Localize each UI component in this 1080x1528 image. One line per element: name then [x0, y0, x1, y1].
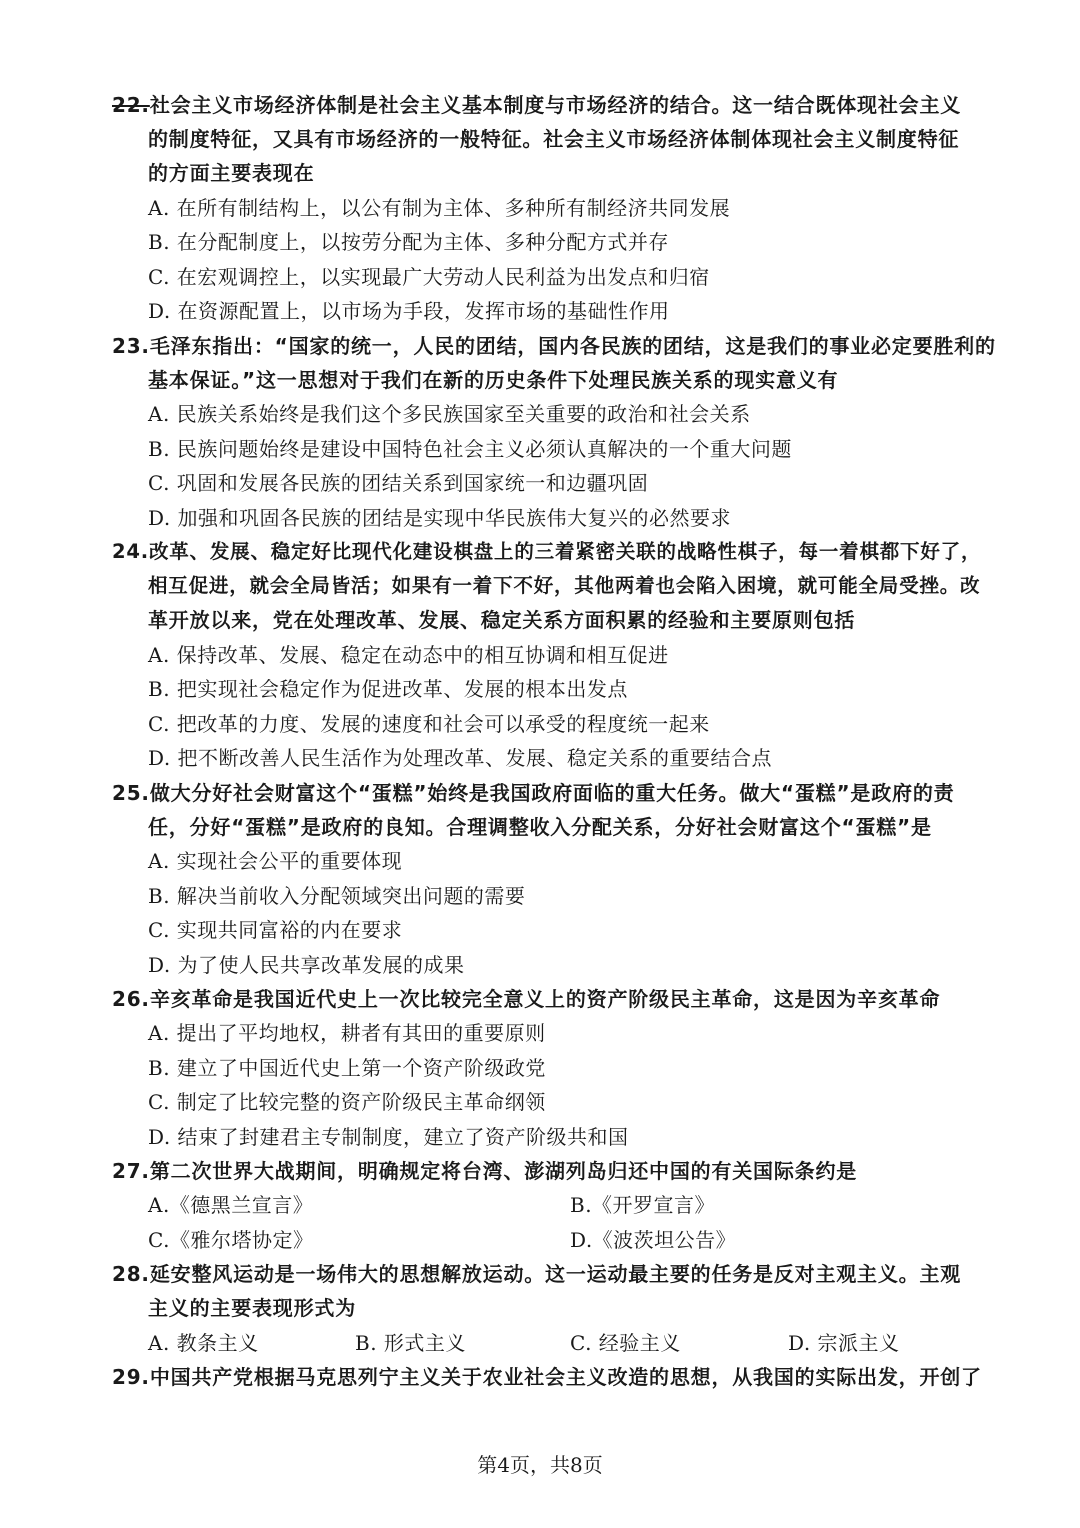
question-25-option-c: C. 实现共同富裕的内在要求: [148, 918, 403, 942]
question-25-option-d: D. 为了使人民共享改革发展的成果: [148, 953, 465, 977]
question-number: 23.: [112, 334, 150, 358]
question-28-option-d: D. 宗派主义: [788, 1331, 900, 1355]
question-25-stem-line-1: 25.做大分好社会财富这个“蛋糕”始终是我国政府面临的重大任务。做大“蛋糕”是政府的责: [112, 781, 955, 805]
question-22-stem-line-3: 的方面主要表现在: [148, 161, 315, 185]
question-26-option-a: A. 提出了平均地权，耕者有其田的重要原则: [148, 1021, 546, 1045]
question-25-option-b: B. 解决当前收入分配领域突出问题的需要: [148, 884, 526, 908]
question-25-stem-line-2: 任，分好“蛋糕”是政府的良知。合理调整收入分配关系，分好社会财富这个“蛋糕”是: [148, 815, 932, 839]
question-27-option-c: C.《雅尔塔协定》: [148, 1228, 314, 1252]
page-number-footer: 第4页，共8页: [477, 1453, 603, 1477]
question-22-option-a: A. 在所有制结构上，以公有制为主体、多种所有制经济共同发展: [148, 196, 731, 220]
question-23-option-c: C. 巩固和发展各民族的团结关系到国家统一和边疆巩固: [148, 471, 649, 495]
question-24-option-a: A. 保持改革、发展、稳定在动态中的相互协调和相互促进: [148, 643, 669, 667]
question-number: 29.: [112, 1365, 150, 1389]
question-23-option-b: B. 民族问题始终是建设中国特色社会主义必须认真解决的一个重大问题: [148, 437, 792, 461]
question-number: 22.: [112, 93, 150, 117]
question-26-stem-line-1: 26.辛亥革命是我国近代史上一次比较完全意义上的资产阶级民主革命，这是因为辛亥革命: [112, 987, 941, 1011]
question-22-option-b: B. 在分配制度上，以按劳分配为主体、多种分配方式并存: [148, 230, 669, 254]
question-28-option-a: A. 教条主义: [148, 1331, 259, 1355]
question-number: 28.: [112, 1262, 150, 1286]
question-22-option-c: C. 在宏观调控上，以实现最广大劳动人民利益为出发点和归宿: [148, 265, 710, 289]
question-24-stem-line-2: 相互促进，就会全局皆活；如果有一着下不好，其他两着也会陷入困境，就可能全局受挫。改: [148, 574, 981, 597]
question-23-stem-line-1: 23.毛泽东指出：“国家的统一，人民的团结，国内各民族的团结，这是我们的事业必定要胜利的: [112, 334, 996, 358]
question-28-stem-line-1: 28.延安整风运动是一场伟大的思想解放运动。这一运动最主要的任务是反对主观主义。主观: [112, 1262, 962, 1286]
question-number: 26.: [112, 987, 150, 1011]
question-28-option-c: C. 经验主义: [570, 1331, 681, 1355]
question-28-option-b: B. 形式主义: [355, 1331, 466, 1355]
question-24-stem-line-1: 24.改革、发展、稳定好比现代化建设棋盘上的三着紧密关联的战略性棋子，每一着棋都下好了，: [112, 540, 982, 563]
question-23-stem-line-2: 基本保证。”这一思想对于我们在新的历史条件下处理民族关系的现实意义有: [148, 368, 839, 392]
question-number: 27.: [112, 1159, 150, 1183]
question-24-option-c: C. 把改革的力度、发展的速度和社会可以承受的程度统一起来: [148, 712, 710, 736]
question-25-option-a: A. 实现社会公平的重要体现: [148, 849, 403, 873]
question-22-option-d: D. 在资源配置上，以市场为手段，发挥市场的基础性作用: [148, 299, 670, 323]
question-27-option-a: A.《德黑兰宣言》: [148, 1193, 314, 1217]
question-number: 25.: [112, 781, 150, 805]
question-24-option-d: D. 把不断改善人民生活作为处理改革、发展、稳定关系的重要结合点: [148, 746, 773, 770]
question-number: 24.: [112, 540, 149, 563]
question-24-option-b: B. 把实现社会稳定作为促进改革、发展的根本出发点: [148, 677, 628, 701]
question-22-stem-line-2: 的制度特征，又具有市场经济的一般特征。社会主义市场经济体制体现社会主义制度特征: [148, 127, 960, 151]
question-28-stem-line-2: 主义的主要表现形式为: [148, 1296, 356, 1320]
question-27-option-d: D.《波茨坦公告》: [570, 1228, 737, 1252]
question-22-stem-line-1: 22.社会主义市场经济体制是社会主义基本制度与市场经济的结合。这一结合既体现社会主义: [112, 93, 962, 117]
question-23-option-d: D. 加强和巩固各民族的团结是实现中华民族伟大复兴的必然要求: [148, 506, 732, 530]
question-24-stem-line-3: 革开放以来，党在处理改革、发展、稳定关系方面积累的经验和主要原则包括: [148, 608, 856, 632]
question-27-option-b: B.《开罗宣言》: [570, 1193, 716, 1217]
question-29-stem-line-1: 29.中国共产党根据马克思列宁主义关于农业社会主义改造的思想，从我国的实际出发，开创了: [112, 1365, 982, 1389]
question-26-option-c: C. 制定了比较完整的资产阶级民主革命纲领: [148, 1090, 546, 1114]
question-27-stem-line-1: 27.第二次世界大战期间，明确规定将台湾、澎湖列岛归还中国的有关国际条约是: [112, 1159, 858, 1183]
question-26-option-b: B. 建立了中国近代史上第一个资产阶级政党: [148, 1056, 546, 1080]
question-26-option-d: D. 结束了封建君主专制制度，建立了资产阶级共和国: [148, 1125, 629, 1149]
question-23-option-a: A. 民族关系始终是我们这个多民族国家至关重要的政治和社会关系: [148, 402, 751, 426]
